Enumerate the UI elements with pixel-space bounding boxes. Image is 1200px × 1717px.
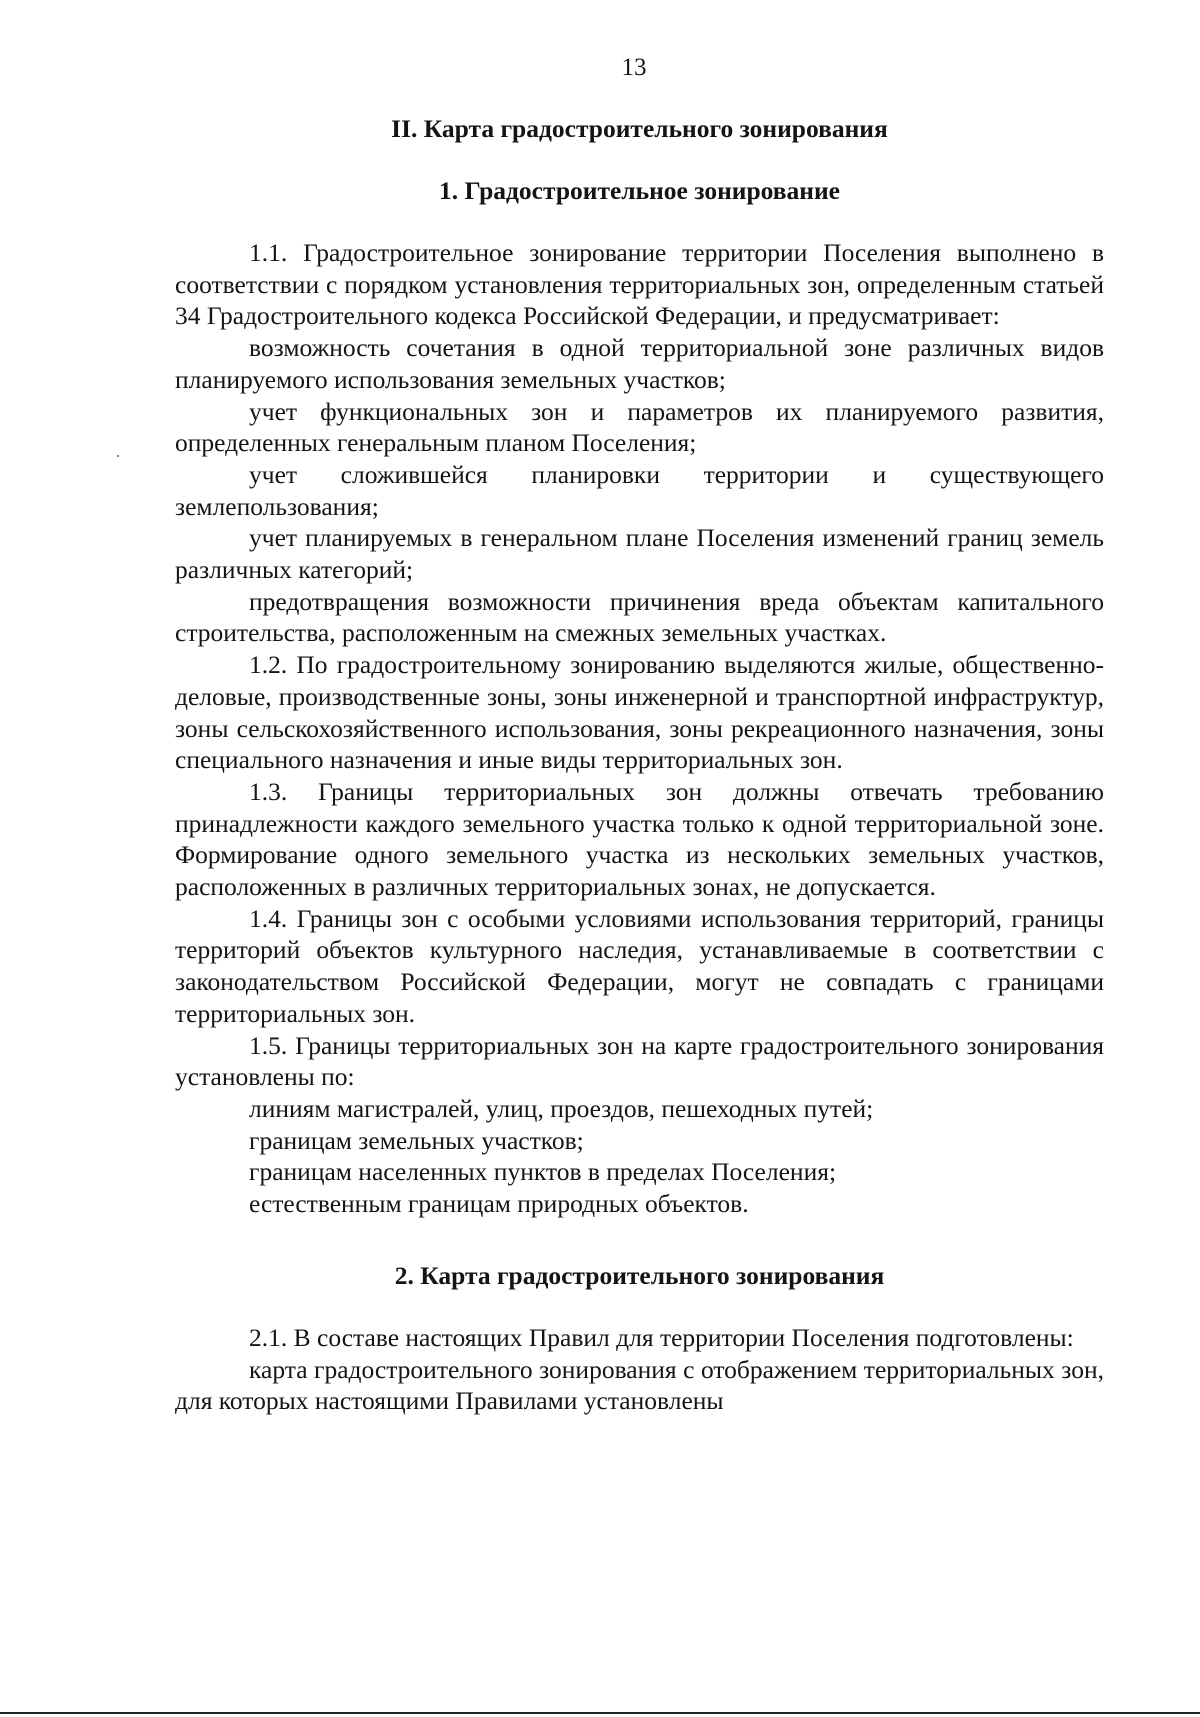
subsection-2-title: 2. Карта градостроительного зонирования: [394, 1260, 885, 1290]
subsection-1-title: 1. Градостроительное зонирование: [438, 176, 840, 205]
paragraph-list-item: учет функциональных зон и параметров их планируемого развития, определенных генеральным планом Поселения;: [175, 396, 1104, 458]
paragraph-list-item: карта градостроительного зонирования с отображением территориальных зон, для которых настоящими Правилами установлены: [175, 1354, 1104, 1416]
paragraph-list-item: учет планируемых в генеральном плане Поселения изменений границ земель различных категорий;: [175, 523, 1104, 585]
section-title: II. Карта градостроительного зонирования: [391, 114, 888, 143]
paragraph-list-item: возможность сочетания в одной территориальной зоне различных видов планируемого использования земельных участков;: [175, 333, 1104, 394]
paragraph-list-item: учет сложившейся планировки территории и существующего землепользования;: [175, 459, 1104, 521]
paragraph-list-item: границам земельных участков;: [249, 1125, 584, 1155]
paragraph-1-3: 1.3. Границы территориальных зон должны отвечать требованию принадлежности каждого земельного участка только к одной территориальной зоне. Формирование одного земельного участка из нескольких земельных участков, расположенных в различных территориальных зонах, не допускается.: [175, 776, 1104, 902]
page-bottom-edge: [0, 1712, 1200, 1714]
paragraph-2-1: 2.1. В составе настоящих Правил для территории Поселения подготовлены:: [249, 1322, 1074, 1352]
page-number: 13: [621, 54, 647, 81]
document-body: [175, 113, 1104, 1417]
paragraph-1-5: 1.5. Границы территориальных зон на карте градостроительного зонирования установлены по:: [175, 1030, 1104, 1092]
paragraph-list-item: границам населенных пунктов в пределах Поселения;: [249, 1157, 837, 1187]
paragraph-list-item: линиям магистралей, улиц, проездов, пешеходных путей;: [249, 1093, 874, 1123]
paragraph-1-4: 1.4. Границы зон с особыми условиями использования территорий, границы территорий объектов культурного наследия, устанавливаемые в соответствии с законодательством Российской Федерации, могут не совпадать с границами территориальных зон.: [175, 903, 1104, 1028]
scan-artifact-dot: [117, 455, 119, 457]
paragraph-list-item: естественным границам природных объектов.: [249, 1189, 749, 1219]
paragraph-list-item: предотвращения возможности причинения вреда объектам капитального строительства, расположенным на смежных земельных участках.: [175, 586, 1104, 648]
paragraph-1-2: 1.2. По градостроительному зонированию выделяются жилые, общественно-деловые, производственные зоны, зоны инженерной и транспортной инфраструктур, зоны сельскохозяйственного использования, зоны рекреационного назначения, зоны специального назначения и иные виды территориальных зон.: [175, 650, 1104, 775]
paragraph-1-1: 1.1. Градостроительное зонирование территории Поселения выполнено в соответствии с порядком установления территориальных зон, определенным статьей 34 Градостроительного кодекса Российской Федерации, и предусматривает:: [175, 238, 1104, 331]
